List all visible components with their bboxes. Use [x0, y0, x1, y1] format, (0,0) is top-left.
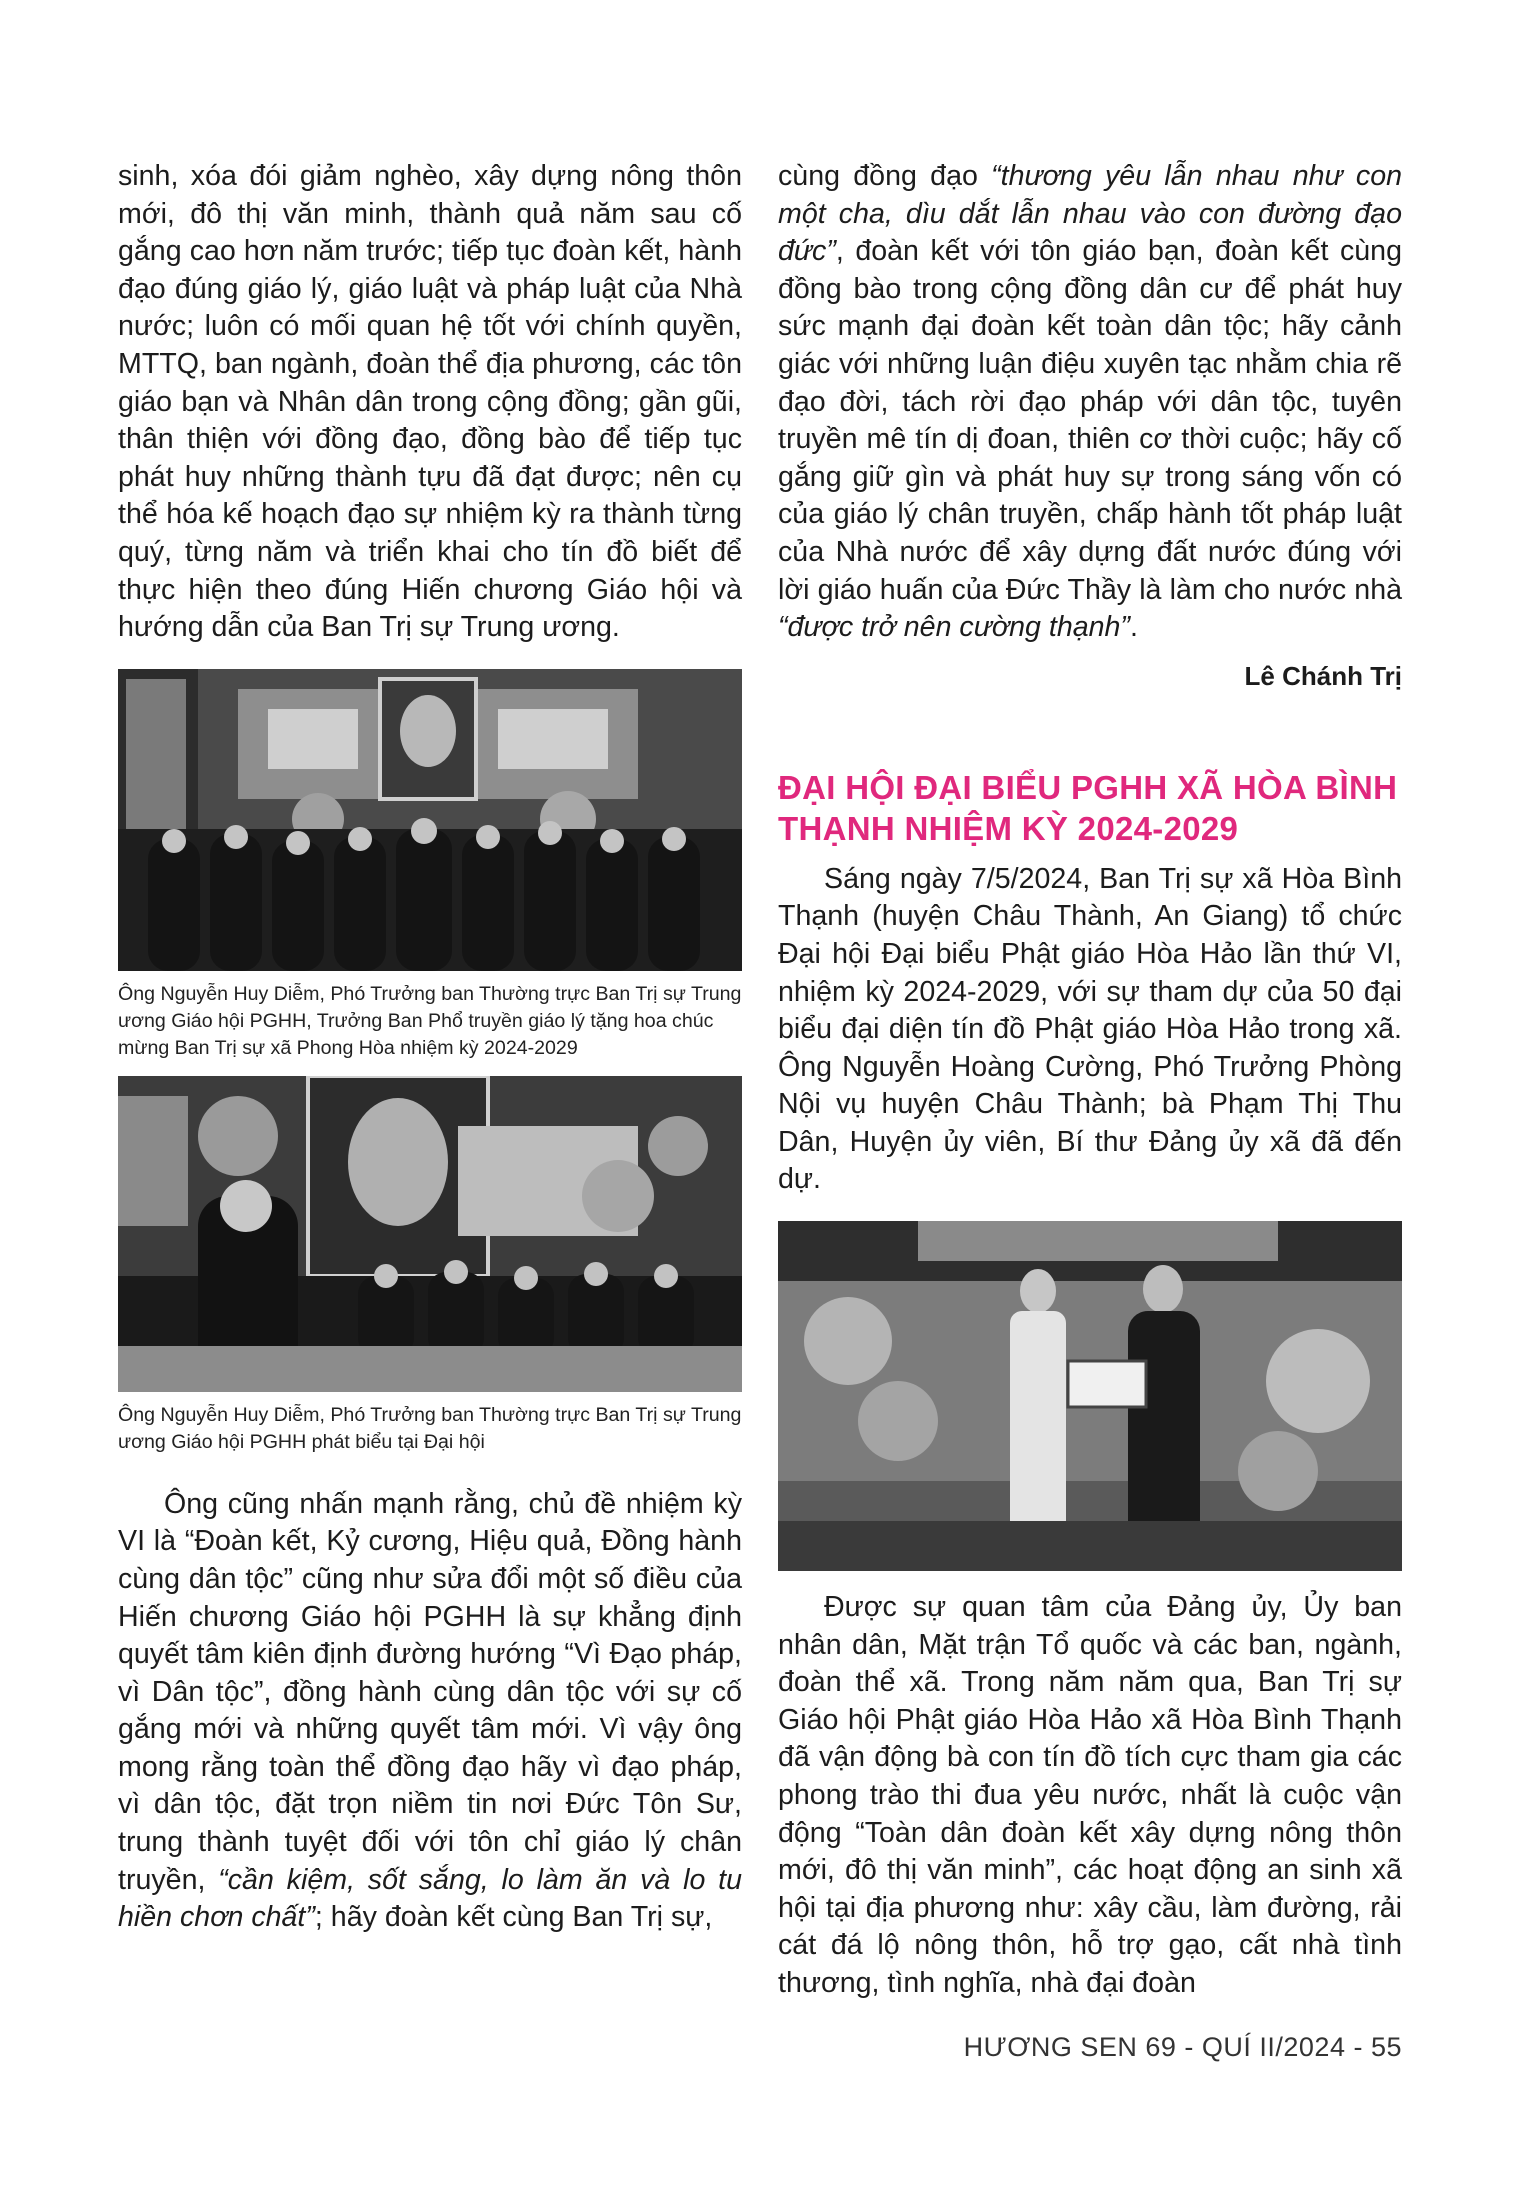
photo-2-caption: Ông Nguyễn Huy Diễm, Phó Trưởng ban Thường trực Ban Trị sự Trung ương Giáo hội PGHH phát biểu tại Đại hội	[118, 1403, 742, 1453]
right-paragraph-1-start: cùng đồng đạo	[778, 160, 992, 192]
left-paragraph-2-end: ; hãy đoàn kết cùng Ban Trị sự,	[314, 1901, 713, 1934]
right-paragraph-3: Được sự quan tâm của Đảng ủy, Ủy ban nhân dân, Mặt trận Tổ quốc và các ban, ngành, đoàn thể xã. Trong năm năm qua, Ban Trị sự Giáo hội Phật giáo Hòa Hảo xã Hòa Bình Thạnh đã vận động bà con tín đồ tích cực tham gia các phong trào thi đua yêu nước, nhất là cuộc vận động “Toàn dân đoàn kết xây dựng nông thôn mới, đô thị văn minh”, các hoạt động an sinh xã hội tại địa phương như: xây cầu, làm đường, rải cát đá lộ nông thôn, hỗ trợ gạo, cất nhà tình thương, tình nghĩa, nhà đại đoàn	[778, 1591, 1402, 1999]
right-paragraph-1-quote-1: “thương yêu lẫn nhau như con một cha, dìu dắt lẫn nhau vào con đường đạo đức”	[778, 160, 1403, 268]
left-paragraph-2-text: Ông cũng nhấn mạnh rằng, chủ đề nhiệm kỳ VI là “Đoàn kết, Kỷ cương, Hiệu quả, Đồng hành cùng dân tộc” cũng như sửa đổi một số điều của Hiến chương Giáo hội PGHH là sự khẳng định quyết tâm kiên định đường hướng “Vì Đạo pháp, vì Dân tộc”, đồng hành cùng dân tộc với sự cố gắng mới và những quyết tâm mới. Vì vậy ông mong rằng toàn thể đồng đạo hãy vì đạo pháp, vì dân tộc, đặt trọn niềm tin nơi Đức Tôn Sư, trung thành tuyệt đối với tôn chỉ giáo lý chân truyền,	[118, 1487, 742, 1896]
section-heading: ĐẠI HỘI ĐẠI BIỂU PGHH XÃ HÒA BÌNH THẠNH NHIỆM KỲ 2024-2029	[778, 768, 1398, 847]
right-paragraph-1-mid: , đoàn kết với tôn giáo bạn, đoàn kết cùng đồng bào trong cộng đồng dân cư để phát huy sức mạnh đại đoàn kết toàn dân tộc; hãy cảnh giác với những luận điệu xuyên tạc nhằm chia rẽ đạo đời, tách rời đạo pháp với dân tộc, tuyên truyền mê tín dị đoan, thiên cơ thời cuộc; hãy cố gắng giữ gìn và phát huy sự trong sáng vốn có của giáo lý chân truyền, chấp hành tốt pháp luật của Nhà nước để xây dựng đất nước đúng với lời giáo huấn của Đức Thầy là làm cho nước nhà	[778, 235, 1402, 606]
photo-congress-flowers	[118, 669, 742, 971]
photo-certificate-presentation	[778, 1221, 1402, 1571]
right-column	[778, 158, 1402, 2003]
right-paragraph-1	[778, 158, 1402, 647]
right-paragraph-1-end: .	[1129, 611, 1138, 644]
right-paragraph-2: Sáng ngày 7/5/2024, Ban Trị sự xã Hòa Bình Thạnh (huyện Châu Thành, An Giang) tổ chức Đại hội Đại biểu Phật giáo Hòa Hảo lần thứ VI, nhiệm kỳ 2024-2029, với sự tham dự của 50 đại biểu đại diện tín đồ Phật giáo Hòa Hảo trong xã. Ông Nguyễn Hoàng Cường, Phó Trưởng Phòng Nội vụ huyện Châu Thành; bà Phạm Thị Thu Dân, Huyện ủy viên, Bí thư Đảng ủy xã đã đến dự.	[778, 862, 1402, 1196]
photo-1-image	[118, 669, 742, 971]
author-byline: Lê Chánh Trị	[1244, 660, 1402, 691]
photo-3-image	[778, 1221, 1402, 1571]
left-paragraph-1: sinh, xóa đói giảm nghèo, xây dựng nông thôn mới, đô thị văn minh, thành quả năm sau cố gắng cao hơn năm trước; tiếp tục đoàn kết, hành đạo đúng giáo lý, giáo luật và pháp luật của Nhà nước; luôn có mối quan hệ tốt với chính quyền, MTTQ, ban ngành, đoàn thể địa phương, các tôn giáo bạn và Nhân dân trong cộng đồng; gần gũi, thân thiện với đồng đạo, đồng bào để tiếp tục phát huy những thành tựu đã đạt được; nên cụ thể hóa kế hoạch đạo sự nhiệm kỳ ra thành từng quý, từng năm và triển khai cho tín đồ biết để thực hiện theo đúng Hiến chương Giáo hội và hướng dẫn của Ban Trị sự Trung ương.	[118, 160, 742, 644]
left-paragraph-2-quote: “cần kiệm, sốt sắng, lo làm ăn và lo tu hiền chơn chất”	[118, 1863, 743, 1934]
photo-1-caption: Ông Nguyễn Huy Diễm, Phó Trưởng ban Thường trực Ban Trị sự Trung ương Giáo hội PGHH, Trưởng Ban Phổ truyền giáo lý tặng hoa chúc mừng Ban Trị sự xã Phong Hòa nhiệm kỳ 2024-2029	[118, 982, 742, 1059]
page-footer: HƯƠNG SEN 69 - QUÍ II/2024 - 55	[963, 2032, 1402, 2062]
photo-2-image	[118, 1076, 742, 1392]
right-paragraph-1-quote-2: “được trở nên cường thạnh”	[778, 611, 1130, 644]
left-column	[118, 158, 742, 1937]
left-paragraph-2	[118, 1486, 742, 1937]
photo-congress-speech	[118, 1076, 742, 1392]
